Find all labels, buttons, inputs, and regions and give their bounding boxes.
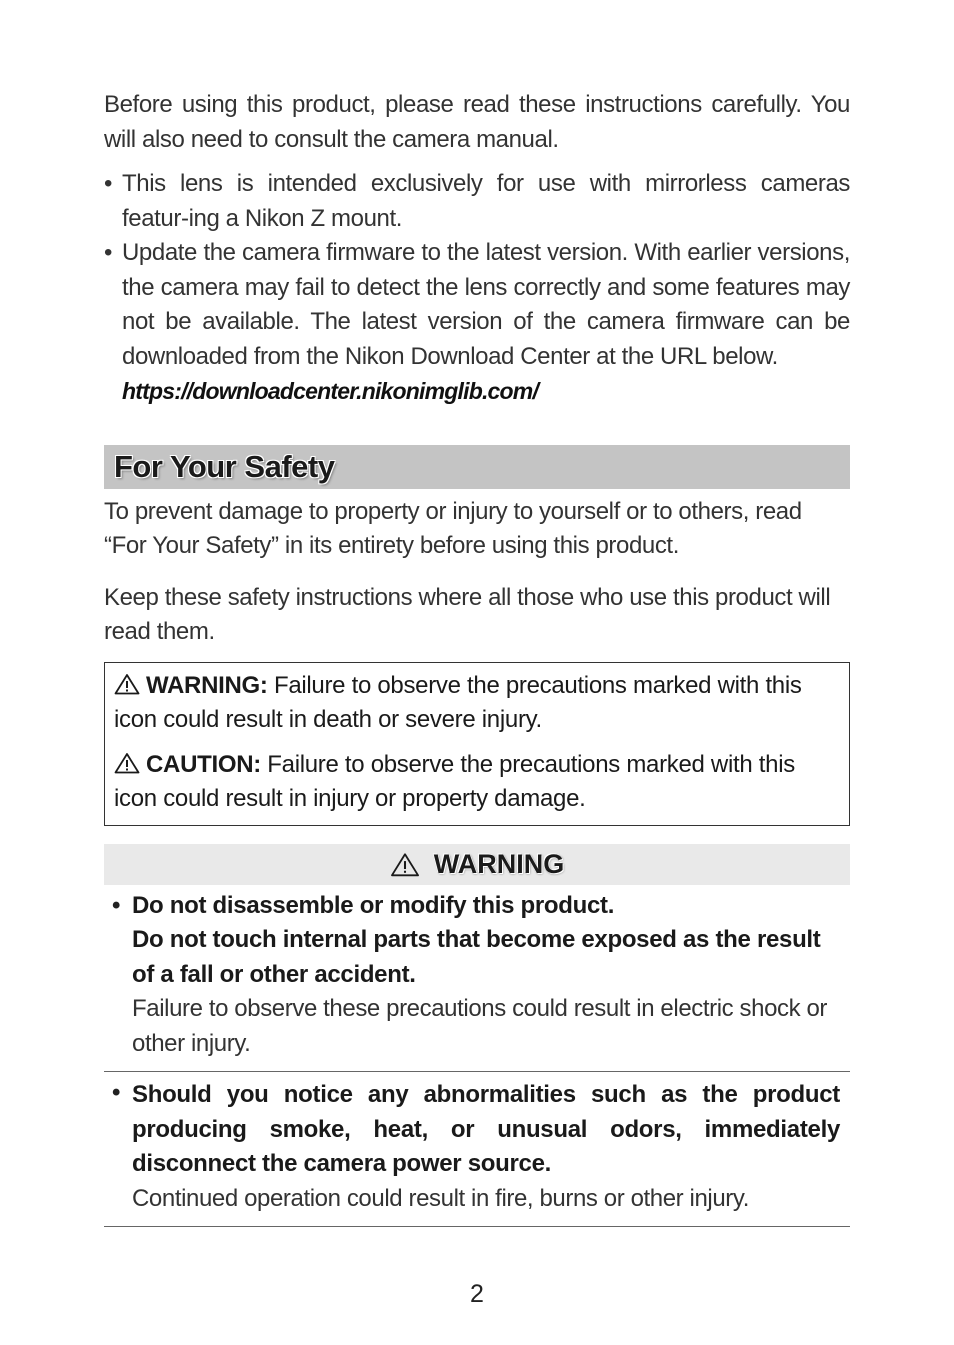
safety-paragraph-2: Keep these safety instructions where all those who use this product will read them.	[104, 583, 831, 645]
warning-description: Failure to observe the precautions marked with this icon could result in death or severe injury.	[114, 671, 802, 733]
caution-notice	[114, 748, 840, 817]
warning-section-header	[104, 844, 850, 885]
warning-term: WARNING:	[146, 671, 268, 699]
bullet-marker: •	[104, 239, 113, 266]
safety-section-header	[104, 445, 850, 489]
warning-item-note: Failure to observe these precautions could result in electric shock or other injury.	[132, 995, 828, 1057]
warning-item-heading: Should you notice any abnormalities such as the product producing smoke, heat, or unusual odors, immediately disconnect the camera power source.	[132, 1081, 840, 1177]
list-item	[104, 167, 850, 236]
warning-item-heading: Do not disassemble or modify this product.	[132, 891, 615, 919]
bullet-marker: •	[112, 891, 121, 919]
section-title: For Your Safety	[114, 448, 335, 484]
warning-triangle-icon	[114, 673, 140, 695]
page-number: 2	[470, 1280, 484, 1308]
notice-box	[104, 662, 850, 826]
caution-triangle-icon	[114, 752, 140, 774]
warning-item-note: Continued operation could result in fire, burns or other injury.	[132, 1184, 749, 1212]
download-center-link[interactable]: https://downloadcenter.nikonimglib.com/	[122, 378, 539, 404]
caution-description: Failure to observe the precautions marked with this icon could result in injury or property damage.	[114, 750, 795, 812]
page-content	[104, 88, 850, 1227]
safety-paragraph-1: To prevent damage to property or injury to yourself or to others, read “For Your Safety” in its entirety before using this product.	[104, 497, 802, 559]
bullet-marker: •	[112, 1079, 121, 1106]
caution-term: CAUTION:	[146, 750, 261, 778]
warning-section-label: WARNING	[433, 848, 565, 879]
warning-notice	[114, 669, 840, 738]
bullet-text: Update the camera firmware to the latest version. With earlier versions, the camera may fail to detect the lens correctly and some features may not be available. The latest version of the camera firmware can be downloaded from the Nikon Download Center at the URL below.	[122, 239, 850, 370]
warning-item-heading-2: Do not touch internal parts that become exposed as the result of a fall or other accident.	[132, 926, 821, 988]
bullet-text: This lens is intended exclusively for use with mirrorless cameras featur-ing a Nikon Z mount.	[122, 170, 850, 232]
bullet-marker: •	[104, 170, 113, 197]
intro-bullet-list	[104, 167, 850, 409]
warning-item	[104, 1072, 850, 1227]
warning-item	[104, 885, 850, 1073]
list-item	[104, 236, 850, 409]
intro-paragraph: Before using this product, please read these instructions carefully. You will also need to consult the camera manual.	[104, 91, 850, 153]
warning-triangle-icon	[390, 852, 420, 877]
